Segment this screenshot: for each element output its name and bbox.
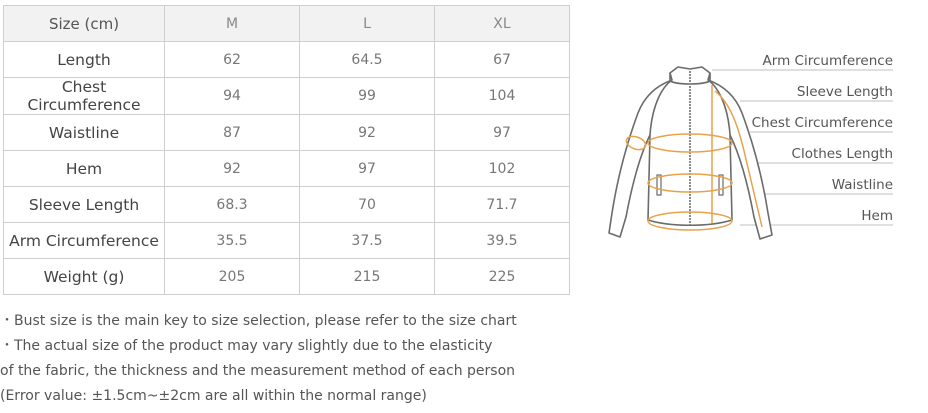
cell-m: 62 xyxy=(165,42,300,78)
label-waistline: Waistline xyxy=(831,177,893,193)
row-label: Waistline xyxy=(4,115,165,151)
cell-m: 68.3 xyxy=(165,187,300,223)
label-clothes-length: Clothes Length xyxy=(791,146,893,162)
cell-xl: 225 xyxy=(435,259,570,295)
table-row xyxy=(4,42,570,78)
table-row xyxy=(4,187,570,223)
header-size-xl: XL xyxy=(435,6,570,42)
row-label: Sleeve Length xyxy=(4,187,165,223)
header-size-cm: Size (cm) xyxy=(4,6,165,42)
cell-xl: 67 xyxy=(435,42,570,78)
label-chest-circumference: Chest Circumference xyxy=(751,115,893,131)
cell-xl: 71.7 xyxy=(435,187,570,223)
cell-m: 92 xyxy=(165,151,300,187)
row-label: Hem xyxy=(4,151,165,187)
size-notes xyxy=(0,309,560,409)
row-label: Length xyxy=(4,42,165,78)
cell-l: 92 xyxy=(300,115,435,151)
label-hem: Hem xyxy=(861,208,893,224)
header-size-l: L xyxy=(300,6,435,42)
table-row xyxy=(4,223,570,259)
cell-m: 205 xyxy=(165,259,300,295)
table-row xyxy=(4,78,570,115)
size-table xyxy=(3,5,570,295)
jacket-measurement-diagram xyxy=(600,55,910,245)
row-label: Weight (g) xyxy=(4,259,165,295)
cell-xl: 39.5 xyxy=(435,223,570,259)
table-row xyxy=(4,115,570,151)
cell-l: 70 xyxy=(300,187,435,223)
cell-m: 87 xyxy=(165,115,300,151)
cell-xl: 97 xyxy=(435,115,570,151)
note-line: of the fabric, the thickness and the measurement method of each person xyxy=(0,363,516,379)
cell-m: 94 xyxy=(165,78,300,115)
label-arm-circumference: Arm Circumference xyxy=(762,53,893,69)
cell-l: 215 xyxy=(300,259,435,295)
row-label: Arm Circumference xyxy=(4,223,165,259)
table-row xyxy=(4,259,570,295)
table-header-row xyxy=(4,6,570,42)
cell-l: 97 xyxy=(300,151,435,187)
table-row xyxy=(4,151,570,187)
header-size-m: M xyxy=(165,6,300,42)
note-line: ・The actual size of the product may vary slightly due to the elasticity xyxy=(0,338,493,354)
row-label: Chest Circumference xyxy=(4,78,165,115)
cell-l: 37.5 xyxy=(300,223,435,259)
note-line: ・Bust size is the main key to size selection, please refer to the size chart xyxy=(0,313,517,329)
cell-m: 35.5 xyxy=(165,223,300,259)
cell-l: 99 xyxy=(300,78,435,115)
cell-l: 64.5 xyxy=(300,42,435,78)
cell-xl: 102 xyxy=(435,151,570,187)
cell-xl: 104 xyxy=(435,78,570,115)
note-line: (Error value: ±1.5cm~±2cm are all within the normal range) xyxy=(0,388,427,404)
label-sleeve-length: Sleeve Length xyxy=(796,84,893,100)
